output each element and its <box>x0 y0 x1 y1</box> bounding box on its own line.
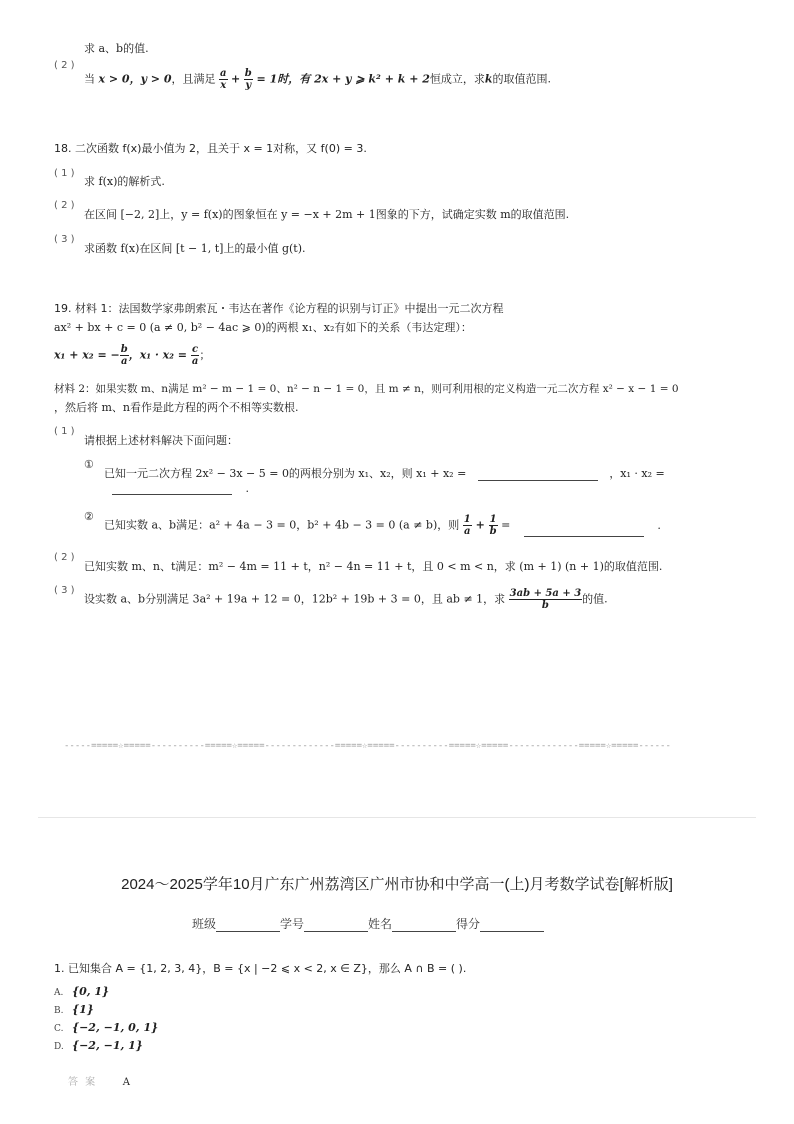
page-break-line <box>38 817 756 818</box>
field-label-class: 班级 <box>192 917 217 931</box>
text-part: 的取值范围. <box>492 72 552 86</box>
punct: ； <box>199 348 211 362</box>
math-ineq: 2x + y ⩾ k² + k + 2 <box>314 72 430 86</box>
student-number-input[interactable] <box>304 931 368 932</box>
fraction-b-over-y: $\frac{b}{y}$ <box>244 68 252 91</box>
q19-sub1-item1-cont <box>112 482 249 495</box>
prev-question-text: 求 a、b的值. <box>84 42 149 55</box>
student-info-row <box>192 915 544 932</box>
answer-blank[interactable] <box>524 536 644 537</box>
q19-material2-line2: ，然后将 m、n看作是此方程的两个不相等实数根. <box>54 401 299 414</box>
q19-intro-line2: ax² + bx + c = 0 (a ≠ 0, b² − 4ac ⩾ 0)的两根 x₁、x₂有如下的关系（韦达定理）： <box>54 321 472 334</box>
q19-sub1-item1 <box>104 465 665 481</box>
text-part: ，且满足 <box>171 72 220 86</box>
answer-blank[interactable] <box>112 494 232 495</box>
vieta-formula <box>54 344 210 367</box>
circle-mark-2: ② <box>84 510 94 523</box>
option-label: D. <box>54 1042 64 1052</box>
answer-blank[interactable] <box>478 480 598 481</box>
text-part: 恒成立，求 <box>429 72 485 86</box>
plus: + <box>471 518 489 532</box>
option-text: {1} <box>72 1003 94 1016</box>
q19-sub2: 已知实数 m、n、t满足：m² − 4m = 11 + t，n² − 4n = 11 + t，且 0 < m < n，求 (m + 1) (n + 1)的取值范围. <box>84 560 663 573</box>
math-k: k <box>484 72 493 86</box>
text-part: 已知实数 a、b满足：a² + 4a − 3 = 0，b² + 4b − 3 = 0 (a ≠ b)，则 <box>104 518 463 532</box>
option-label: B. <box>54 1006 64 1016</box>
field-label-name: 姓名 <box>368 917 393 931</box>
q1-stem: 1. 已知集合 A = {1, 2, 3, 4}，B = {x | −2 ⩽ x < 2, x ∈ Z}，那么 A ∩ B = ( ). <box>54 962 467 975</box>
text-part: 已知一元二次方程 2x² − 3x − 5 = 0的两根分别为 x₁、x₂，则 x₁ + x₂ = <box>104 467 467 480</box>
answer-row <box>68 1073 130 1088</box>
field-label-score: 得分 <box>456 917 481 931</box>
vieta-sum: x₁ + x₂ = − <box>54 348 120 362</box>
q18-stem: 18. 二次函数 f(x)最小值为 2，且关于 x = 1对称，又 f(0) = 3. <box>54 142 367 155</box>
option-text: {−2, −1, 1} <box>72 1039 143 1052</box>
option-text: {0, 1} <box>72 985 110 998</box>
option-d[interactable] <box>54 1039 143 1052</box>
text-part: ，x₁ · x₂ = <box>609 467 665 480</box>
option-label: A. <box>54 988 64 998</box>
score-input[interactable] <box>480 931 544 932</box>
class-input[interactable] <box>216 931 280 932</box>
q19-material2-line1: 材料 2：如果实数 m、n满足 m² − m − 1 = 0、n² − n − 1 = 0，且 m ≠ n，则可利用根的定义构造一元二次方程 x² − x − 1 = 0 <box>54 383 679 395</box>
option-text: {−2, −1, 0, 1} <box>72 1021 159 1034</box>
text-part: 的值. <box>582 592 608 606</box>
fraction-1-over-b: $\frac{1}{b}$ <box>489 514 497 537</box>
field-label-number: 学号 <box>280 917 305 931</box>
circle-mark-1: ① <box>84 458 94 471</box>
section-divider: -----=====☆=====----------=====☆=====-------------=====☆=====----------=====☆=====-------------=====☆=====------ <box>64 741 671 751</box>
punct: . <box>245 482 249 495</box>
prev-question-sub2: 当 x > 0，y > 0，且满足 $\frac{a}{x}$ + $\frac{b}{y}$ = 1时，有 2x + y ⩾ k² + k + 2恒成立，求k的取值范围. <box>84 68 552 91</box>
answer-value: A <box>122 1077 130 1088</box>
q19-intro-line1: 19. 材料 1：法国数学家弗朗索瓦・韦达在著作《论方程的识别与订正》中提出一元二次方程 <box>54 302 504 315</box>
q19-sub1-item2 <box>104 514 661 537</box>
answer-label: 答 案 <box>68 1077 98 1088</box>
q19-sub1: 请根据上述材料解决下面问题： <box>84 434 238 447</box>
punct: . <box>657 518 661 532</box>
sub-number: ( 1 ) <box>54 426 75 437</box>
fraction-b-over-a: $\frac{b}{a}$ <box>120 344 128 367</box>
fraction-c-over-a: $\frac{c}{a}$ <box>191 344 199 367</box>
fraction-expression: $\frac{3ab + 5a + 3}{b}$ <box>509 588 582 611</box>
sub-number: ( 1 ) <box>54 168 75 179</box>
option-b[interactable] <box>54 1003 94 1016</box>
vieta-product: ，x₁ · x₂ = <box>128 348 191 362</box>
fraction-a-over-x: $\frac{a}{x}$ <box>220 68 227 91</box>
text-part: = <box>497 518 511 532</box>
text-part: 设实数 a、b分别满足 3a² + 19a + 12 = 0，12b² + 19b + 3 = 0，且 ab ≠ 1，求 <box>84 592 509 606</box>
sub-number: ( 2 ) <box>54 60 75 71</box>
option-label: C. <box>54 1024 64 1034</box>
text-part: 当 <box>84 72 99 86</box>
sub-number: ( 2 ) <box>54 200 75 211</box>
fraction-1-over-a: $\frac{1}{a}$ <box>463 514 471 537</box>
q19-sub3 <box>84 588 608 611</box>
math-cond: x > 0，y > 0 <box>98 72 172 86</box>
q18-sub2: 在区间 [−2, 2]上，y = f(x)的图象恒在 y = −x + 2m + 1图象的下方，试确定实数 m的取值范围. <box>84 208 570 221</box>
page-title: 2024～2025学年10月广东广州荔湾区广州市协和中学高一(上)月考数学试卷[解析版] <box>121 876 673 893</box>
q18-sub3: 求函数 f(x)在区间 [t − 1, t]上的最小值 g(t). <box>84 242 306 255</box>
sub-number: ( 2 ) <box>54 552 75 563</box>
sub-number: ( 3 ) <box>54 585 75 596</box>
prev-question-line <box>84 40 149 56</box>
sub-number: ( 3 ) <box>54 234 75 245</box>
name-input[interactable] <box>392 931 456 932</box>
option-a[interactable] <box>54 985 109 998</box>
q18-sub1: 求 f(x)的解析式. <box>84 175 165 188</box>
option-c[interactable] <box>54 1021 158 1034</box>
math-eq: = 1时，有 <box>252 72 315 86</box>
